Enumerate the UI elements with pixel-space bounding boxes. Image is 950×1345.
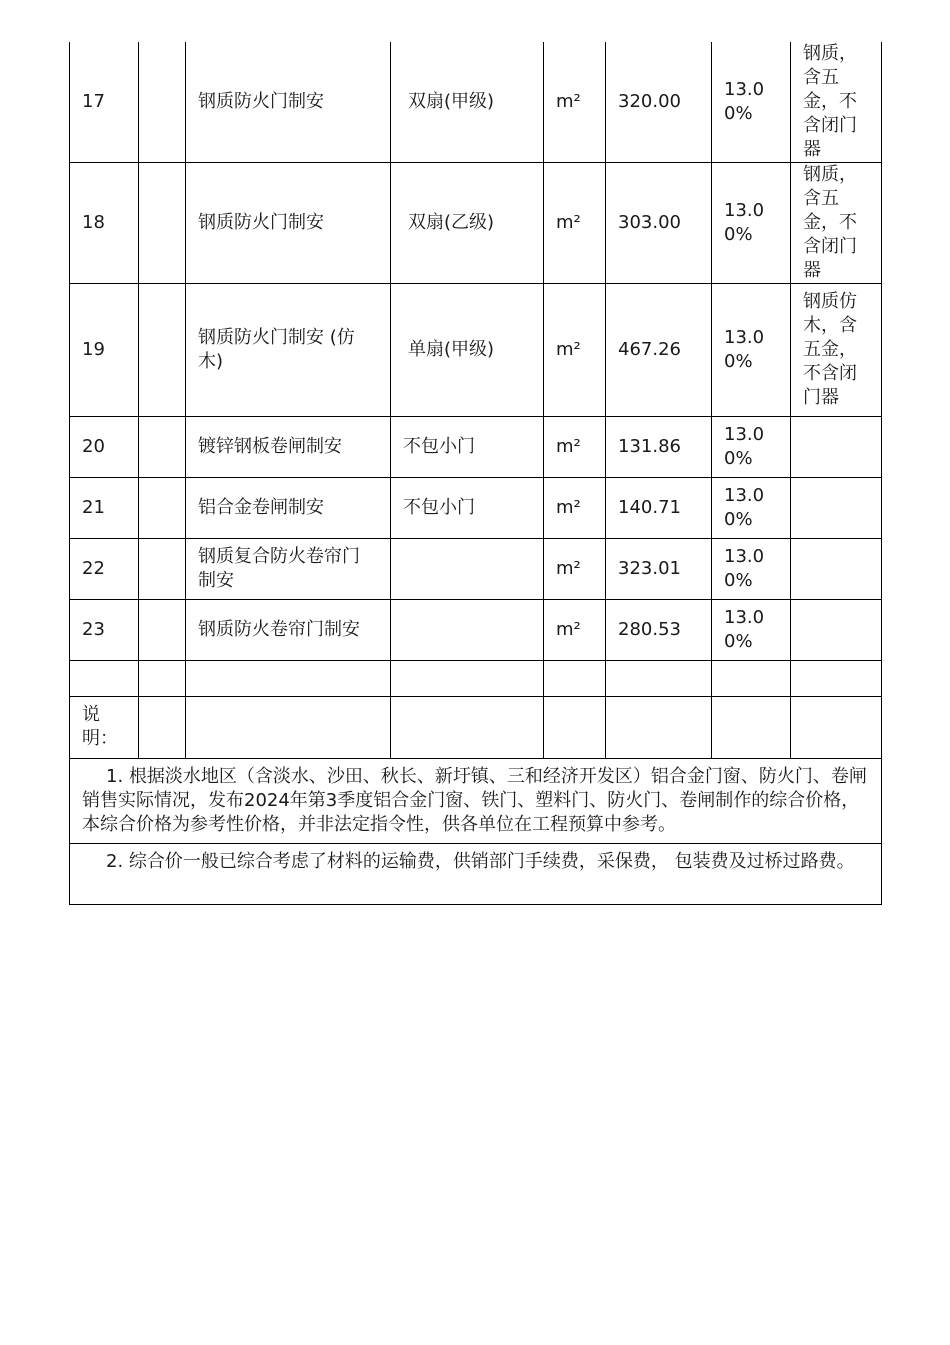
blank-cell — [139, 42, 186, 163]
item-price: 303.00 — [606, 163, 712, 284]
item-note: 钢质，含五金，不含闭门器 — [791, 163, 882, 284]
item-tax-rate: 13.00% — [712, 42, 791, 163]
item-spec — [391, 539, 544, 600]
blank-cell — [186, 697, 391, 759]
item-unit: m² — [544, 478, 606, 539]
item-price: 323.01 — [606, 539, 712, 600]
table-row — [70, 417, 882, 478]
item-note — [791, 600, 882, 661]
item-tax-rate: 13.00% — [712, 478, 791, 539]
item-name: 镀锌钢板卷闸制安 — [186, 417, 391, 478]
blank-cell — [712, 661, 791, 697]
remark-paragraph: 2. 综合价一般已综合考虑了材料的运输费，供销部门手续费，采保费， 包装费及过桥过路费。 — [70, 844, 882, 905]
item-number: 17 — [70, 42, 139, 163]
item-spec: 双扇(甲级) — [391, 42, 544, 163]
item-tax-rate: 13.00% — [712, 284, 791, 417]
blank-cell — [139, 539, 186, 600]
item-note: 钢质，含五金，不含闭门器 — [791, 42, 882, 163]
blank-cell — [544, 697, 606, 759]
blank-cell — [606, 661, 712, 697]
item-name: 钢质复合防火卷帘门制安 — [186, 539, 391, 600]
blank-cell — [791, 661, 882, 697]
blank-cell — [391, 697, 544, 759]
blank-cell — [139, 163, 186, 284]
remarks-label-row — [70, 697, 882, 759]
item-unit: m² — [544, 600, 606, 661]
remarks-label: 说明： — [70, 697, 139, 759]
item-spec — [391, 600, 544, 661]
item-name: 钢质防火卷帘门制安 — [186, 600, 391, 661]
item-number: 22 — [70, 539, 139, 600]
item-number: 23 — [70, 600, 139, 661]
item-tax-rate: 13.00% — [712, 539, 791, 600]
item-spec: 单扇(甲级) — [391, 284, 544, 417]
blank-cell — [139, 600, 186, 661]
blank-cell — [139, 697, 186, 759]
item-unit: m² — [544, 42, 606, 163]
item-price: 140.71 — [606, 478, 712, 539]
item-unit: m² — [544, 417, 606, 478]
item-tax-rate: 13.00% — [712, 417, 791, 478]
item-name: 铝合金卷闸制安 — [186, 478, 391, 539]
empty-row — [70, 661, 882, 697]
table-row — [70, 600, 882, 661]
price-table — [69, 42, 882, 905]
blank-cell — [139, 417, 186, 478]
table-row — [70, 42, 882, 163]
item-tax-rate: 13.00% — [712, 600, 791, 661]
item-price: 131.86 — [606, 417, 712, 478]
item-price: 320.00 — [606, 42, 712, 163]
item-spec: 不包小门 — [391, 478, 544, 539]
blank-cell — [791, 697, 882, 759]
table-row — [70, 163, 882, 284]
item-number: 19 — [70, 284, 139, 417]
blank-cell — [139, 284, 186, 417]
remark-row — [70, 759, 882, 844]
item-unit: m² — [544, 284, 606, 417]
blank-cell — [139, 661, 186, 697]
item-note — [791, 417, 882, 478]
item-tax-rate: 13.00% — [712, 163, 791, 284]
remark-row — [70, 844, 882, 905]
blank-cell — [139, 478, 186, 539]
item-name: 钢质防火门制安 — [186, 42, 391, 163]
item-number: 18 — [70, 163, 139, 284]
item-number: 20 — [70, 417, 139, 478]
remark-paragraph: 1. 根据淡水地区（含淡水、沙田、秋长、新圩镇、三和经济开发区）铝合金门窗、防火门、卷闸销售实际情况，发布2024年第3季度铝合金门窗、铁门、塑料门、防火门、卷闸制作的综合价格，本综合价格为参考性价格，并非法定指令性，供各单位在工程预算中参考。 — [70, 759, 882, 844]
item-note: 钢质仿木，含五金，不含闭门器 — [791, 284, 882, 417]
blank-cell — [186, 661, 391, 697]
blank-cell — [606, 697, 712, 759]
item-note — [791, 478, 882, 539]
blank-cell — [391, 661, 544, 697]
item-name: 钢质防火门制安 (仿木) — [186, 284, 391, 417]
item-note — [791, 539, 882, 600]
item-price: 280.53 — [606, 600, 712, 661]
item-number: 21 — [70, 478, 139, 539]
item-name: 钢质防火门制安 — [186, 163, 391, 284]
table-row — [70, 539, 882, 600]
table-row — [70, 284, 882, 417]
blank-cell — [712, 697, 791, 759]
item-spec: 双扇(乙级) — [391, 163, 544, 284]
item-price: 467.26 — [606, 284, 712, 417]
blank-cell — [544, 661, 606, 697]
item-unit: m² — [544, 163, 606, 284]
blank-cell — [70, 661, 139, 697]
item-unit: m² — [544, 539, 606, 600]
item-spec: 不包小门 — [391, 417, 544, 478]
table-row — [70, 478, 882, 539]
